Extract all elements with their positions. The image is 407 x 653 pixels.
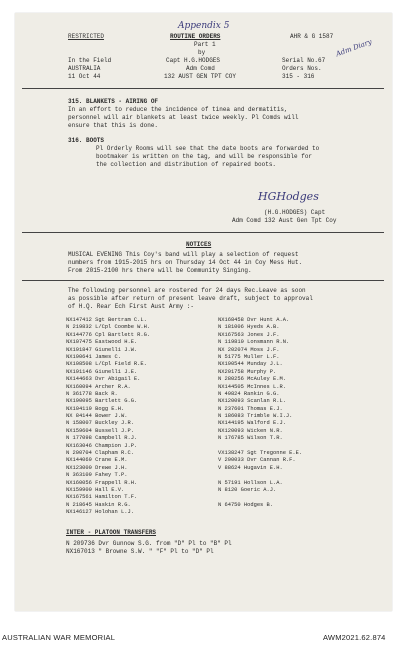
roll-entry: N 181006 Hyeds A.B.	[218, 324, 280, 331]
roll-entry: NX190641 James C.	[66, 353, 121, 360]
roll-entry: N 363109 Fahey T.P.	[66, 472, 128, 479]
signature: HGHodges	[258, 190, 319, 203]
roll-entry: NX160056 Frappell R.H.	[66, 479, 138, 486]
roll-entry: N 51775 Muller L.F.	[218, 353, 280, 360]
roll-entry: NX191847 Giunelli J.W.	[66, 346, 138, 353]
roll-entry: NX144776 Cpl Bartlett R.G.	[66, 331, 151, 338]
transfers-title: INTER - PLATOON TRANSFERS	[66, 529, 157, 536]
roll-entry: NX104119 Bogg E.H.	[66, 405, 125, 412]
roll-entry: NX123000 Drewe J.H.	[66, 464, 128, 471]
roll-entry: N 218645 Haskin R.G.	[66, 501, 131, 508]
divider	[22, 280, 384, 281]
roll-entry	[218, 472, 302, 479]
divider	[22, 88, 384, 89]
roll-entry: NX 84144 Bower J.W.	[66, 413, 128, 420]
appendix-handwriting: Appendix 5	[178, 21, 230, 31]
transfer-entry: NX167013 " Browne S.W. " "F" Pl to "D" Pl	[66, 548, 214, 555]
transfer-entry: N 209736 Dvr Gunnow S.G. from "D" Pl to "B" Pl	[66, 540, 232, 547]
roll-entry: NX190095 Bartlett G.G.	[66, 398, 138, 405]
roll-entry: NX167563 Jones J.F.	[218, 331, 280, 338]
roll-entry: N 200704 Clapham R.C.	[66, 450, 134, 457]
roll-entry: NX144663 Dvr Abigail E.	[66, 376, 141, 383]
roll-entry: NX201758 Murphy P.	[218, 368, 277, 375]
roll-entry: NX144195 Walford E.J.	[218, 420, 286, 427]
para-315-title: 315. BLANKETS - AIRING OF	[68, 98, 159, 105]
roll-entry: NX108508 L/Cpl Field R.E.	[66, 361, 147, 368]
reference-number: AHR & G 1587	[290, 33, 334, 40]
roll-entry: N 280256 McAuley E.M.	[218, 376, 286, 383]
roll-entry: NX120093 Wicken N.R.	[218, 427, 283, 434]
roll-entry: V 200033 Dvr Cannan R.F.	[218, 457, 296, 464]
roll-entry: NX159604 Bussell J.P.	[66, 427, 134, 434]
roll-entry: NX147412 Sgt Bertram C.L.	[66, 317, 147, 323]
roll-entry: N 177098 Campbell R.J.	[66, 435, 138, 442]
footer-institution: AUSTRALIAN WAR MEMORIAL	[2, 633, 116, 642]
roll-entry: NX144505 McInnes L.R.	[218, 383, 286, 390]
divider	[22, 232, 384, 233]
roll-entry: N 64750 Hodges B.	[218, 501, 273, 508]
roll-entry: NX167561 Hamilton T.F.	[66, 494, 138, 501]
roll-entry: NX190544 Munday J.L.	[218, 361, 283, 368]
roll-entry	[218, 443, 302, 450]
roll-entry: N 176785 Wilson T.R.	[218, 435, 283, 442]
roll-entry: NX191146 Giunelli J.E.	[66, 368, 138, 375]
restricted-stamp: RESTRICTED	[68, 33, 105, 40]
roll-entry: NX159900 Hall E.V.	[66, 486, 125, 493]
roll-entry: NX163046 Champion J.P.	[66, 442, 138, 449]
footer-catalogue-id: AWM2021.62.874	[323, 633, 386, 642]
nominal-roll-left	[66, 317, 150, 517]
roll-entry: NX144069 Crane E.M.	[66, 457, 128, 464]
para-316-title: 316. BOOTS	[68, 137, 105, 144]
roll-entry: N 158007 Buckley J.R.	[66, 420, 134, 427]
roll-entry: N 186083 Trimble W.I.J.	[218, 413, 293, 420]
roll-entry: NX107475 Eastwood H.E.	[66, 339, 138, 346]
roll-entry: N 219832 L/Cpl Coombe W.H.	[66, 324, 151, 331]
roll-entry: N 361778 Back R.	[66, 390, 118, 397]
roll-entry: NX120093 Scanlan R.L.	[218, 398, 286, 405]
signature-unit: Adm Comd 132 Aust Gen Tpt Coy	[232, 217, 337, 224]
roll-entry: NX160094 Archer R.A.	[66, 383, 131, 390]
nominal-roll-right	[218, 317, 302, 509]
roll-entry: V 88624 Hugavin E.H.	[218, 464, 283, 471]
roll-entry: N 237601 Thomas E.J.	[218, 405, 283, 412]
notices-title: NOTICES	[186, 241, 212, 248]
roll-entry: NX168458 Dvr Hunt A.A.	[218, 317, 290, 323]
roll-entry: NX146127 Holohan L.J.	[66, 509, 134, 516]
side-handwriting: Adm Diary	[334, 37, 373, 59]
archive-footer	[0, 619, 407, 653]
roll-entry: VX138247 Sgt Tregonne E.E.	[218, 450, 303, 457]
roll-entry	[218, 494, 302, 501]
roll-entry: N 119810 Lonsmann R.N.	[218, 339, 290, 346]
roll-entry: N 49824 Rankin G.G.	[218, 390, 280, 397]
roll-entry: NX 202074 Moss J.F.	[218, 346, 280, 353]
signature-name: (H.G.HODGES) Capt	[264, 209, 326, 216]
roll-entry: N 57191 Hollson L.A.	[218, 479, 283, 486]
roll-entry: N 8120 Goeric A.J.	[218, 486, 277, 493]
